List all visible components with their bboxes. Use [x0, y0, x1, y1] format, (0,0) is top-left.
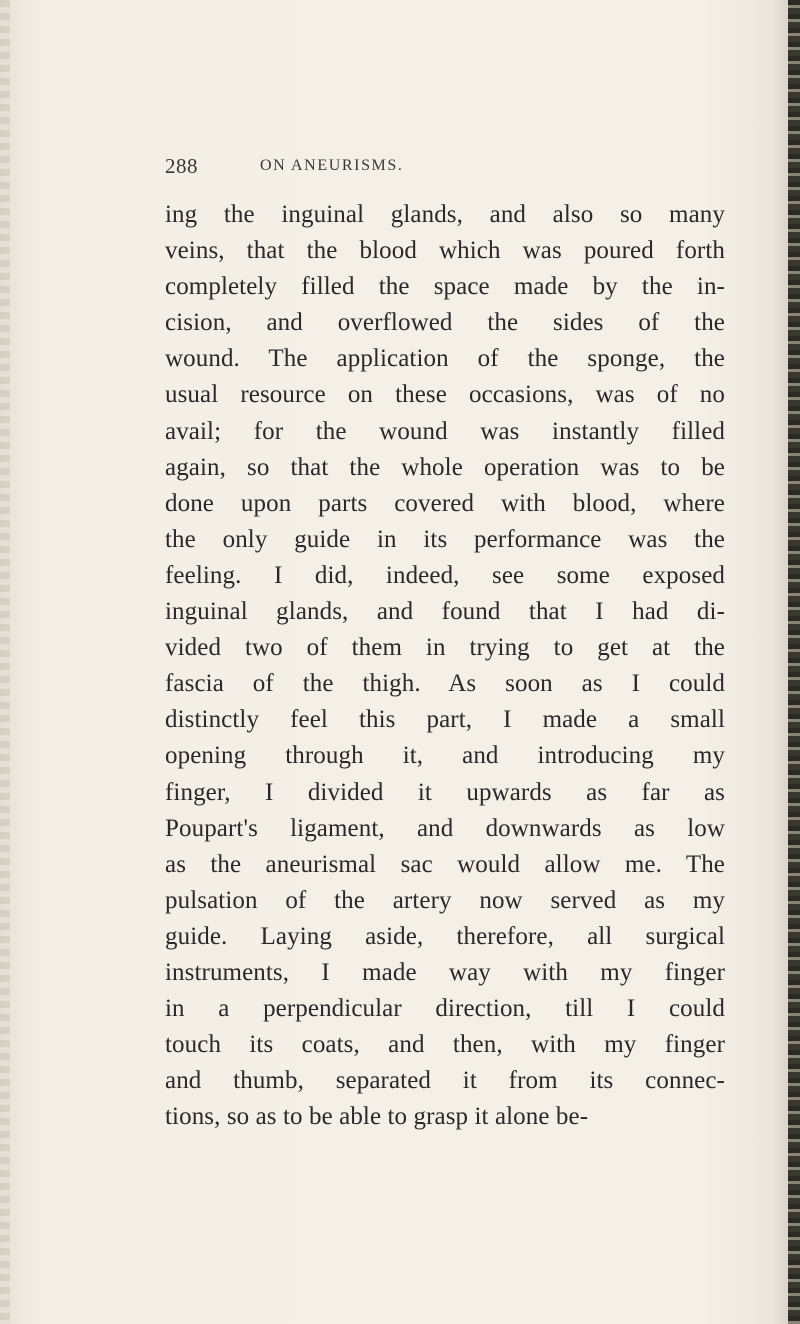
text-line: vided two of them in trying to get at the — [165, 634, 725, 662]
text-line: the only guide in its performance was the — [165, 525, 725, 553]
page-header — [165, 154, 725, 184]
text-line: as the aneurismal sac would allow me. The — [165, 850, 725, 878]
text-line: done upon parts covered with blood, where — [165, 489, 725, 517]
text-line: feeling. I did, indeed, see some exposed — [165, 561, 725, 589]
text-line: opening through it, and introducing my — [165, 742, 725, 770]
text-line: pulsation of the artery now served as my — [165, 886, 725, 914]
text-line: cision, and overflowed the sides of the — [165, 309, 725, 337]
text-line: guide. Laying aside, therefore, all surgical — [165, 922, 725, 950]
text-line: tions, so as to be able to grasp it alone be- — [165, 1103, 589, 1131]
text-line: finger, I divided it upwards as far as — [165, 778, 725, 806]
text-line: in a perpendicular direction, till I could — [165, 995, 725, 1023]
body-text — [165, 197, 725, 1135]
text-line: wound. The application of the sponge, the — [165, 345, 725, 373]
text-line: fascia of the thigh. As soon as I could — [165, 670, 725, 698]
text-line: avail; for the wound was instantly filled — [165, 417, 725, 445]
text-line: touch its coats, and then, with my finger — [165, 1031, 725, 1059]
text-line: veins, that the blood which was poured forth — [165, 237, 725, 265]
text-line: instruments, I made way with my finger — [165, 958, 725, 986]
text-line: ing the inguinal glands, and also so many — [165, 201, 725, 228]
text-line: again, so that the whole operation was to be — [165, 453, 725, 481]
text-line: usual resource on these occasions, was of no — [165, 381, 725, 409]
text-line: completely filled the space made by the in- — [165, 273, 725, 301]
text-line: distinctly feel this part, I made a small — [165, 706, 725, 734]
page-number: 288 — [165, 154, 198, 178]
text-line: and thumb, separated it from its connec- — [165, 1067, 725, 1095]
running-head: ON ANEURISMS. — [260, 157, 404, 174]
text-line: Poupart's ligament, and downwards as low — [165, 814, 725, 842]
page-right-edge — [788, 0, 800, 1324]
text-line: inguinal glands, and found that I had di- — [165, 598, 725, 626]
page-left-edge — [0, 0, 10, 1324]
